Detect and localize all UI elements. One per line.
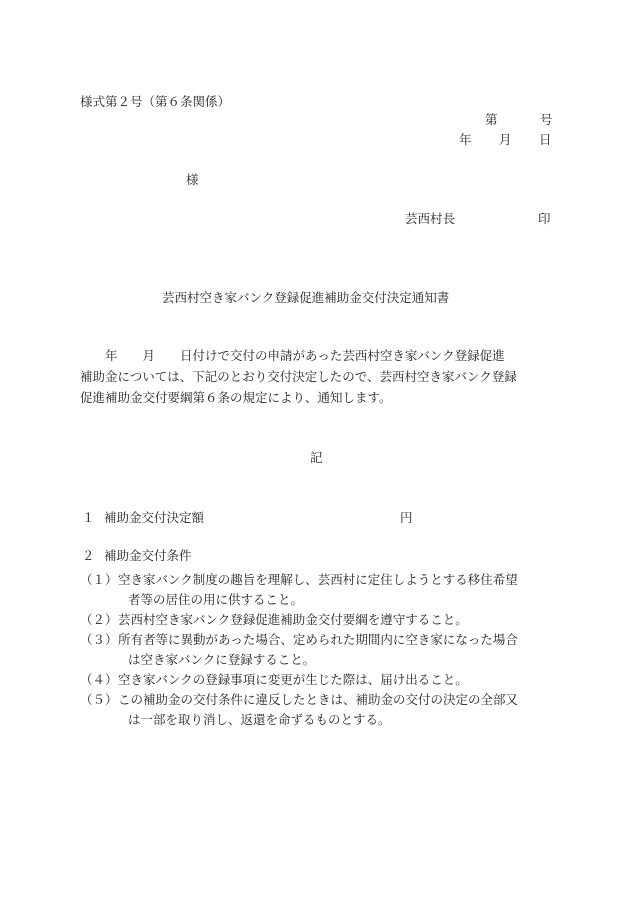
issuer-seal: 印: [538, 211, 551, 226]
body-line-3: 促進補助金交付要綱第６条の規定により、通知します。: [80, 390, 392, 405]
condition-text-line1: 空き家バンクの登録事項に変更が生じた際は、届け出ること。: [118, 672, 468, 687]
section1-number: １: [82, 510, 95, 525]
section1-unit: 円: [400, 510, 413, 525]
section1-label: 補助金交付決定額: [104, 510, 205, 525]
document-title: 芸西村空き家バンク登録促進補助金交付決定通知書: [162, 290, 450, 305]
date-day: 日: [539, 132, 552, 147]
ki-heading: 記: [310, 450, 323, 465]
doc-number-prefix: 第: [485, 112, 498, 127]
condition-text-line1: 芸西村空き家バンク登録促進補助金交付要綱を遵守すること。: [118, 612, 468, 627]
body-line-1: 年 月 日付けで交付の申請があった芸西村空き家バンク登録促進: [80, 348, 505, 363]
addressee-honorific: 様: [186, 172, 199, 187]
doc-number-suffix: 号: [540, 112, 553, 127]
condition-text-line1: 所有者等に異動があった場合、定められた期間内に空き家になった場合: [118, 632, 518, 647]
condition-number: （４）: [80, 672, 118, 687]
form-header: 様式第２号（第６条関係）: [80, 94, 231, 109]
issuer-name: 芸西村長: [405, 211, 456, 226]
condition-number: （１）: [80, 572, 118, 587]
condition-number: （５）: [80, 692, 118, 707]
body-line-2: 補助金については、下記のとおり交付決定したので、芸西村空き家バンク登録: [80, 369, 517, 384]
section2-label: 補助金交付条件: [104, 548, 192, 563]
condition-text-line1: 空き家バンク制度の趣旨を理解し、芸西村に定住しようとする移住希望: [118, 572, 518, 587]
condition-number: （２）: [80, 612, 118, 627]
condition-text-line2: は空き家バンクに登録すること。: [128, 652, 316, 667]
date-year: 年: [459, 132, 472, 147]
condition-text-line2: は一部を取り消し、返還を命ずるものとする。: [128, 712, 391, 727]
date-month: 月: [499, 132, 512, 147]
condition-text-line2: 者等の居住の用に供すること。: [128, 592, 304, 607]
section2-number: ２: [82, 548, 95, 563]
condition-number: （３）: [80, 632, 118, 647]
condition-text-line1: この補助金の交付条件に違反したときは、補助金の交付の決定の全部又: [118, 692, 519, 707]
